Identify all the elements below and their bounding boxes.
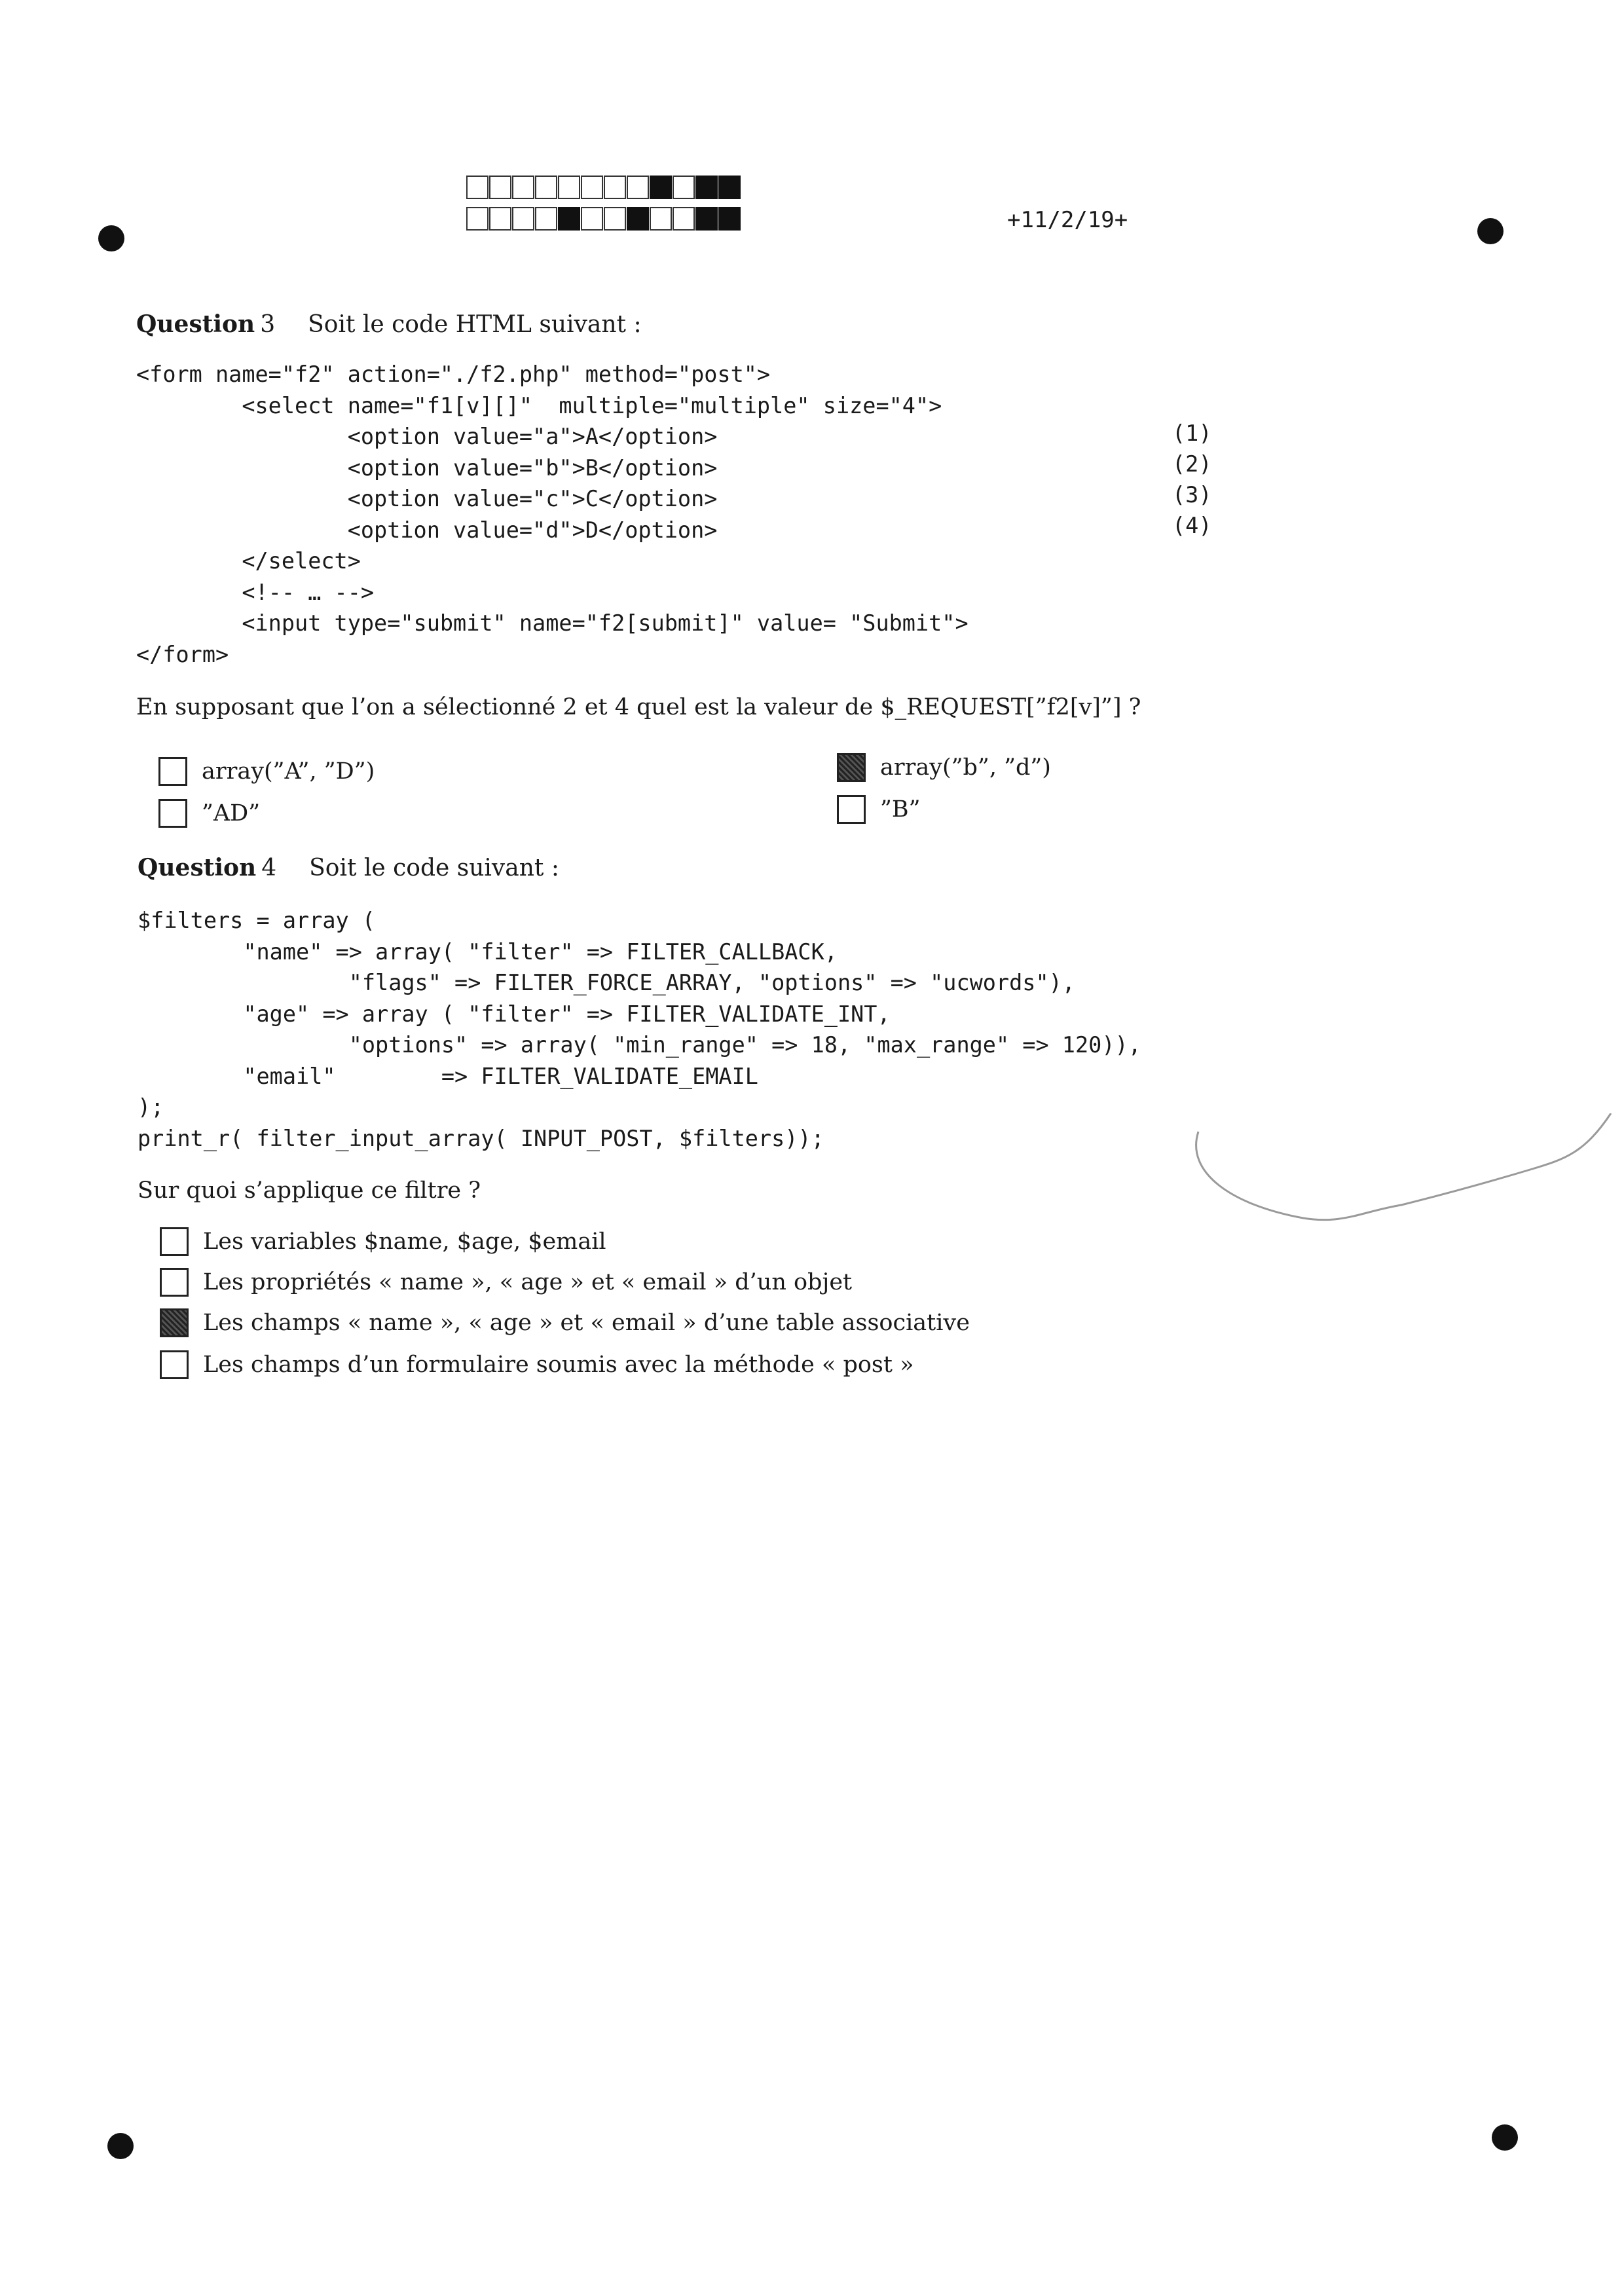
barcode-cell-empty bbox=[604, 207, 626, 231]
q4-option-2[interactable] bbox=[160, 1268, 852, 1297]
barcode-cell-empty bbox=[535, 207, 557, 231]
barcode-cell-filled bbox=[627, 207, 649, 231]
q3-option-2[interactable] bbox=[837, 753, 1051, 782]
barcode-cell-filled bbox=[718, 207, 741, 231]
option-label: ”AD” bbox=[202, 800, 261, 826]
question-4-prompt: Sur quoi s’applique ce filtre ? bbox=[138, 1177, 481, 1204]
q3-option-4[interactable] bbox=[837, 795, 921, 824]
option-label: Les propriétés « name », « age » et « email » d’un objet bbox=[203, 1269, 853, 1295]
checkbox[interactable] bbox=[160, 1268, 189, 1297]
barcode-cell-filled bbox=[650, 176, 672, 199]
question-number: 4 bbox=[261, 855, 277, 881]
q3-option-1[interactable] bbox=[158, 757, 375, 786]
option-label: array(”A”, ”D”) bbox=[202, 758, 375, 785]
option-label: Les champs « name », « age » et « email » d’une table associative bbox=[203, 1310, 970, 1336]
line-number-4: (4) bbox=[1172, 513, 1212, 538]
barcode-top-row bbox=[466, 176, 741, 199]
barcode-cell-empty bbox=[466, 207, 489, 231]
barcode-cell-empty bbox=[535, 176, 557, 199]
line-number-3: (3) bbox=[1172, 482, 1212, 508]
checkbox[interactable] bbox=[158, 799, 187, 828]
barcode-cell-empty bbox=[558, 176, 580, 199]
barcode-cell-filled bbox=[695, 207, 718, 231]
barcode-cell-empty bbox=[581, 207, 603, 231]
option-label: Les variables $name, $age, $email bbox=[203, 1229, 606, 1255]
q3-option-3[interactable] bbox=[158, 799, 260, 828]
checkbox[interactable] bbox=[160, 1227, 189, 1256]
barcode-cell-empty bbox=[512, 207, 534, 231]
barcode-cell-filled bbox=[695, 176, 718, 199]
barcode-cell-empty bbox=[673, 207, 695, 231]
line-number-1: (1) bbox=[1172, 420, 1212, 446]
barcode-cell-empty bbox=[650, 207, 672, 231]
checkbox[interactable] bbox=[158, 757, 187, 786]
barcode-cell-empty bbox=[673, 176, 695, 199]
line-number-2: (2) bbox=[1172, 451, 1212, 477]
question-number: 3 bbox=[260, 311, 276, 338]
corner-mark-bottom-left bbox=[107, 2133, 134, 2159]
corner-mark-top-left bbox=[98, 225, 124, 251]
checkbox[interactable] bbox=[160, 1350, 189, 1379]
barcode-cell-empty bbox=[466, 176, 489, 199]
barcode-cell-empty bbox=[489, 207, 511, 231]
barcode-cell-empty bbox=[627, 176, 649, 199]
question-statement: Soit le code suivant : bbox=[309, 855, 559, 881]
checkbox-checked[interactable] bbox=[160, 1308, 189, 1337]
checkbox[interactable] bbox=[837, 795, 866, 824]
barcode-cell-empty bbox=[604, 176, 626, 199]
question-label: Question bbox=[136, 310, 255, 338]
barcode-bottom-row bbox=[466, 207, 741, 231]
question-3-title bbox=[136, 310, 642, 338]
question-3-prompt: En supposant que l’on a sélectionné 2 et 4 quel est la valeur de $_REQUEST[”f2[v]”] ? bbox=[136, 694, 1141, 720]
option-label: ”B” bbox=[880, 796, 921, 823]
q4-option-1[interactable] bbox=[160, 1227, 606, 1256]
q4-option-3[interactable] bbox=[160, 1308, 970, 1337]
option-label: Les champs d’un formulaire soumis avec la méthode « post » bbox=[203, 1352, 914, 1378]
q4-option-4[interactable] bbox=[160, 1350, 914, 1379]
page-identifier: +11/2/19+ bbox=[1007, 207, 1128, 233]
barcode-cell-empty bbox=[489, 176, 511, 199]
option-label: array(”b”, ”d”) bbox=[880, 754, 1051, 781]
question-statement: Soit le code HTML suivant : bbox=[308, 311, 642, 338]
corner-mark-bottom-right bbox=[1492, 2124, 1518, 2151]
barcode-cell-filled bbox=[718, 176, 741, 199]
barcode-cell-empty bbox=[581, 176, 603, 199]
question-label: Question bbox=[138, 854, 257, 881]
pen-scribble-mark bbox=[1192, 1113, 1624, 1244]
barcode-cell-empty bbox=[512, 176, 534, 199]
corner-mark-top-right bbox=[1477, 218, 1504, 244]
barcode-cell-filled bbox=[558, 207, 580, 231]
php-code-block: $filters = array ( "name" => array( "filter" => FILTER_CALLBACK, "flags" => FILTER_FORCE_ARRAY, "options" => "ucwords"), "age" => array ( "filter" => FILTER_VALIDATE_INT, "options" => array( "min_range" => 18, "max_range" => 120)), "email" => FILTER_VALIDATE_EMAIL ); print_r( filter_input_array( INPUT_POST, $filters)); bbox=[138, 908, 1141, 1151]
question-4-title bbox=[138, 854, 559, 881]
checkbox-checked[interactable] bbox=[837, 753, 866, 782]
html-code-block: <form name="f2" action="./f2.php" method="post"> <select name="f1[v][]" multiple="multiple" size="4"> <option value="a">A</option> <option value="b">B</option> <option value="c">C</option> <option value="d">D</option> </select> <!-- … --> <input type="submit" name="f2[submit]" value= "Submit"> </form> bbox=[136, 361, 969, 667]
